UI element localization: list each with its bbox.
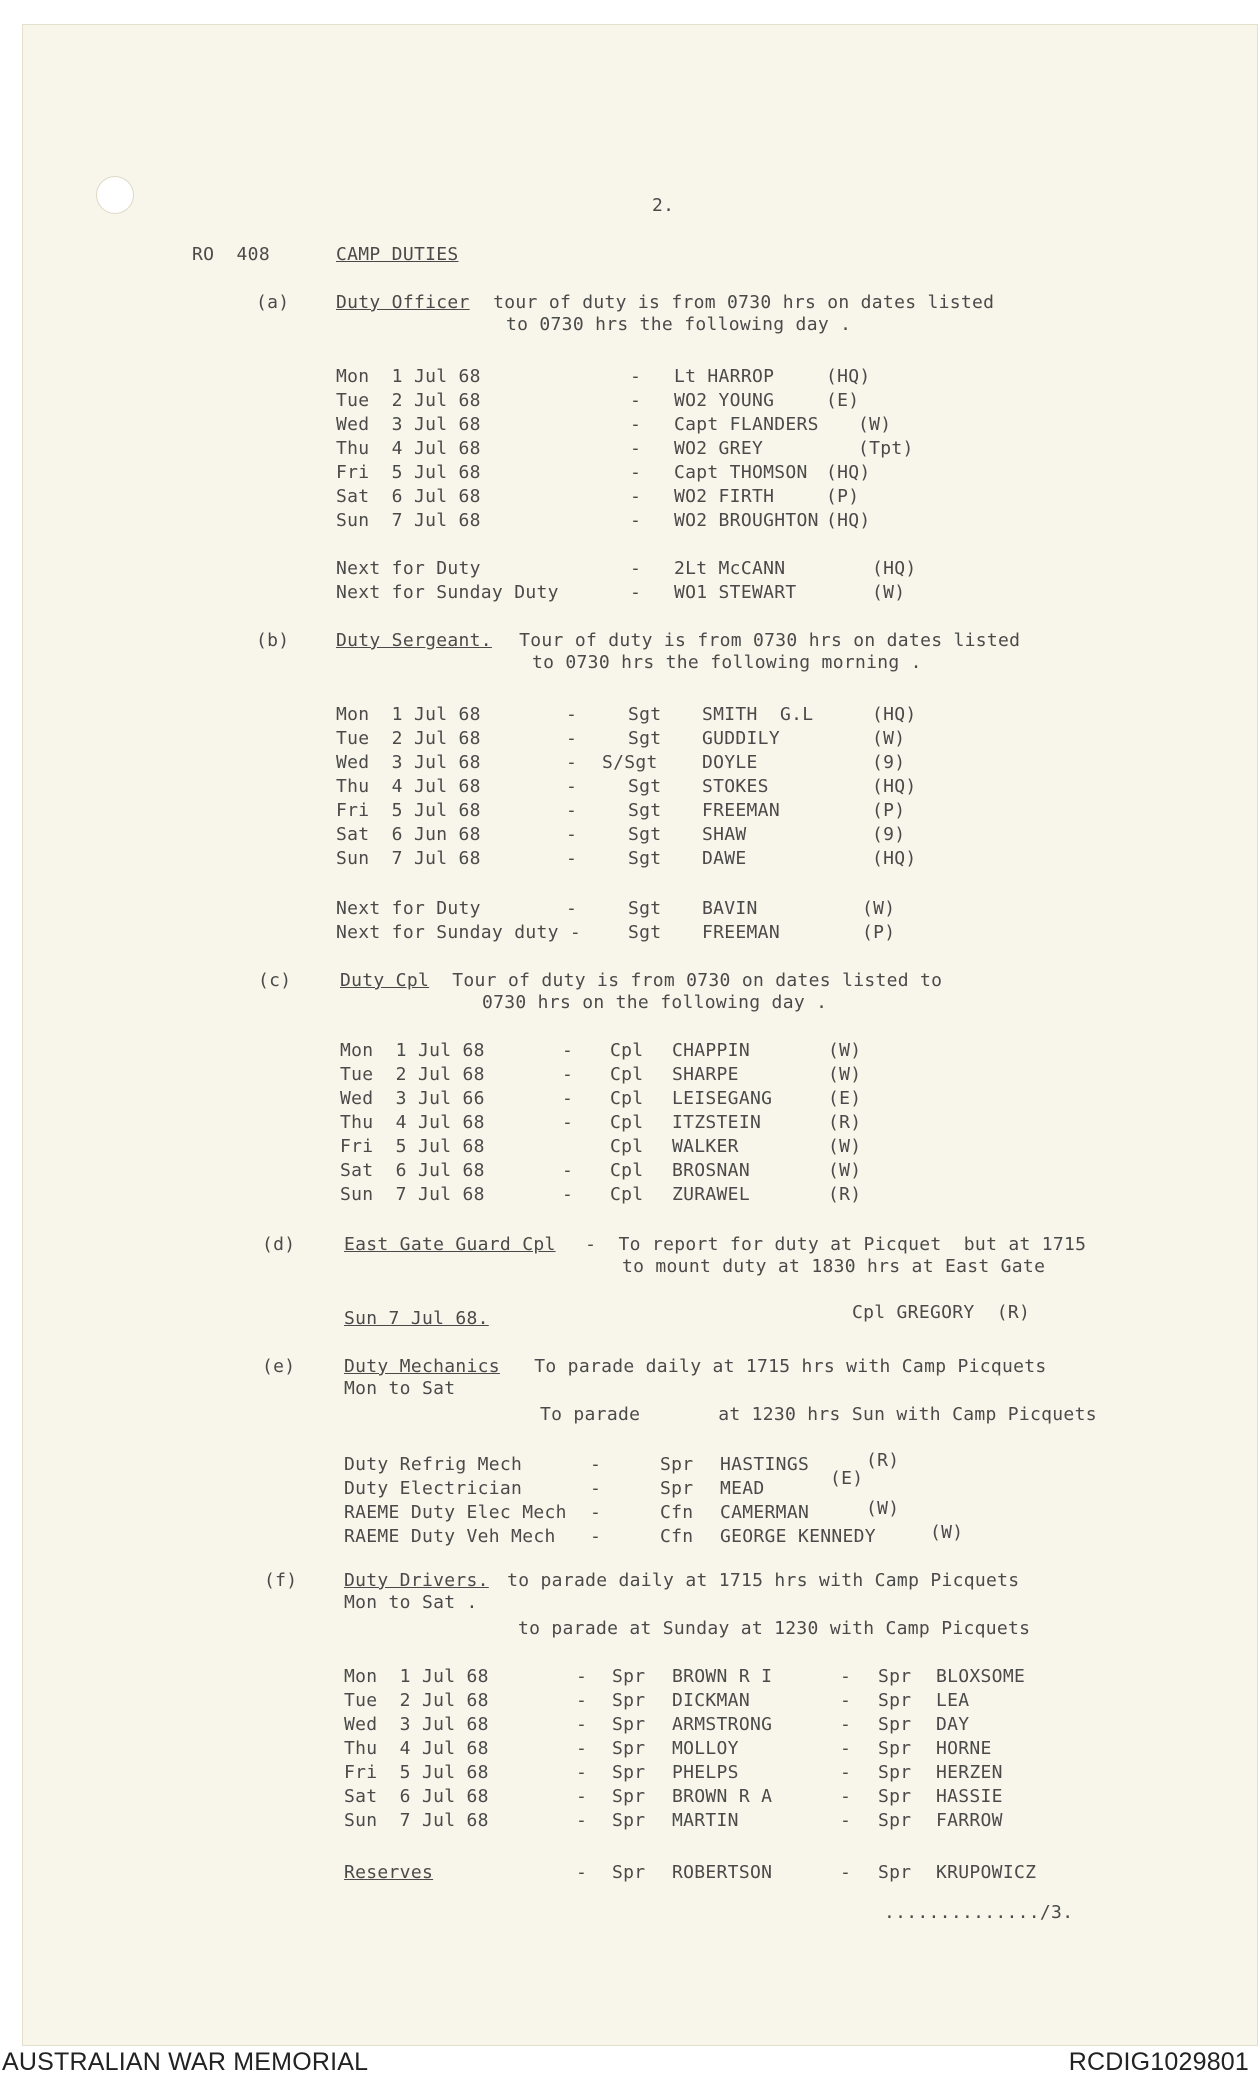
dash: - bbox=[630, 510, 642, 531]
unit: (HQ) bbox=[826, 366, 871, 387]
rank: Spr bbox=[878, 1762, 912, 1783]
rank: Sgt bbox=[628, 704, 662, 725]
duty-name: ARMSTRONG bbox=[672, 1714, 773, 1735]
section-text: Tour of duty is from 0730 on dates listed to bbox=[430, 970, 943, 991]
dash: - bbox=[576, 1786, 588, 1807]
duty-date: Sat 6 Jul 68 bbox=[336, 486, 481, 507]
dash: - bbox=[576, 1738, 588, 1759]
duty-name: BROWN R I bbox=[672, 1666, 773, 1687]
unit: (HQ) bbox=[826, 462, 871, 483]
duty-name: WO2 YOUNG bbox=[674, 390, 775, 411]
duty-name: HERZEN bbox=[936, 1762, 1003, 1783]
section-text: 0730 hrs on the following day . bbox=[482, 992, 828, 1013]
duty-date: Fri 5 Jul 68 bbox=[336, 800, 481, 821]
duty-date: Thu 4 Jul 68 bbox=[336, 776, 481, 797]
continuation-marker: ............../3. bbox=[884, 1902, 1074, 1923]
duty-name: BLOXSOME bbox=[936, 1666, 1026, 1687]
section-letter: (e) bbox=[262, 1356, 296, 1377]
duty-name: BROWN R A bbox=[672, 1786, 773, 1807]
rank: Spr bbox=[612, 1666, 646, 1687]
unit: (E) bbox=[830, 1468, 864, 1489]
section-letter: (d) bbox=[262, 1234, 296, 1255]
duty-name: FREEMAN bbox=[702, 800, 780, 821]
duty-name: DAY bbox=[936, 1714, 970, 1735]
unit: (R) bbox=[866, 1450, 900, 1471]
unit: (HQ) bbox=[826, 510, 871, 531]
section-text: Mon to Sat bbox=[344, 1378, 456, 1399]
duty-date: Mon 1 Jul 68 bbox=[344, 1666, 489, 1687]
duty-name: Lt HARROP bbox=[674, 366, 775, 387]
dash: - bbox=[840, 1810, 852, 1831]
dash: - bbox=[630, 558, 642, 579]
section-text: tour of duty is from 0730 hrs on dates listed bbox=[482, 292, 995, 313]
duty-name: ITZSTEIN bbox=[672, 1112, 762, 1133]
unit: (W) bbox=[828, 1160, 862, 1181]
dash: - bbox=[562, 1088, 574, 1109]
duty-date: Fri 5 Jul 68 bbox=[344, 1762, 489, 1783]
rank: Sgt bbox=[628, 800, 662, 821]
rank: Spr bbox=[612, 1690, 646, 1711]
ro-number: RO 408 bbox=[192, 244, 270, 265]
ro-title: CAMP DUTIES bbox=[336, 244, 459, 265]
duty-name: PHELPS bbox=[672, 1762, 739, 1783]
unit: (W) bbox=[828, 1064, 862, 1085]
rank: Spr bbox=[878, 1738, 912, 1759]
rank: Cpl bbox=[610, 1064, 644, 1085]
rank: Cfn bbox=[660, 1526, 694, 1547]
rank: Cpl bbox=[610, 1184, 644, 1205]
unit: (HQ) bbox=[872, 704, 917, 725]
section-text: To parade at 1230 hrs Sun with Camp Picquets bbox=[540, 1404, 1097, 1425]
unit: (9) bbox=[872, 824, 906, 845]
rank: Spr bbox=[878, 1862, 912, 1883]
next-label: Next for Duty bbox=[336, 558, 481, 579]
unit: (E) bbox=[826, 390, 860, 411]
rank: Spr bbox=[878, 1666, 912, 1687]
rank: Sgt bbox=[628, 922, 662, 943]
duty-name: DAWE bbox=[702, 848, 747, 869]
rank: Spr bbox=[878, 1690, 912, 1711]
rank: Cpl bbox=[610, 1136, 644, 1157]
unit: (P) bbox=[862, 922, 896, 943]
unit: (HQ) bbox=[872, 558, 917, 579]
page-number: 2. bbox=[652, 195, 675, 216]
punch-hole bbox=[96, 176, 134, 214]
dash: - bbox=[840, 1862, 852, 1883]
next-label: Next for Sunday Duty bbox=[336, 582, 559, 603]
unit: (W) bbox=[828, 1040, 862, 1061]
dash: - bbox=[840, 1714, 852, 1735]
section-letter: (b) bbox=[256, 630, 290, 651]
duty-name: GEORGE KENNEDY bbox=[720, 1526, 876, 1547]
dash: - bbox=[590, 1478, 602, 1499]
rank: Sgt bbox=[628, 898, 662, 919]
duty-date: Sun 7 Jul 68 bbox=[336, 510, 481, 531]
rank: S/Sgt bbox=[602, 752, 658, 773]
duty-date: Sat 6 Jul 68 bbox=[340, 1160, 485, 1181]
duty-date: Sun 7 Jul 68 bbox=[336, 848, 481, 869]
unit: (R) bbox=[828, 1184, 862, 1205]
rank: Spr bbox=[612, 1786, 646, 1807]
section-heading: Duty Cpl bbox=[340, 970, 430, 991]
duty-name: GUDDILY bbox=[702, 728, 780, 749]
dash: - bbox=[630, 462, 642, 483]
duty-name: LEISEGANG bbox=[672, 1088, 773, 1109]
duty-name: CAMERMAN bbox=[720, 1502, 810, 1523]
rank: Sgt bbox=[628, 848, 662, 869]
next-label: Next for Sunday duty - bbox=[336, 922, 582, 943]
mechanic-role: RAEME Duty Veh Mech bbox=[344, 1526, 556, 1547]
dash: - bbox=[630, 390, 642, 411]
duty-name: WO1 STEWART bbox=[674, 582, 797, 603]
section-letter: (c) bbox=[258, 970, 292, 991]
section-heading: East Gate Guard Cpl bbox=[344, 1234, 556, 1255]
unit: (9) bbox=[872, 752, 906, 773]
unit: (HQ) bbox=[872, 776, 917, 797]
section-text: - To report for duty at Picquet but at 1715 bbox=[574, 1234, 1087, 1255]
duty-name: HORNE bbox=[936, 1738, 992, 1759]
duty-date: Thu 4 Jul 68 bbox=[336, 438, 481, 459]
duty-date: Sat 6 Jun 68 bbox=[336, 824, 481, 845]
duty-name: ZURAWEL bbox=[672, 1184, 750, 1205]
dash: - bbox=[576, 1862, 588, 1883]
dash: - bbox=[566, 704, 578, 725]
duty-date: Fri 5 Jul 68 bbox=[336, 462, 481, 483]
duty-date: Tue 2 Jul 68 bbox=[340, 1064, 485, 1085]
reserves-label: Reserves bbox=[344, 1862, 434, 1883]
duty-name: KRUPOWICZ bbox=[936, 1862, 1037, 1883]
rank: Spr bbox=[878, 1786, 912, 1807]
duty-name: BROSNAN bbox=[672, 1160, 750, 1181]
duty-date: Mon 1 Jul 68 bbox=[340, 1040, 485, 1061]
duty-name: DICKMAN bbox=[672, 1690, 750, 1711]
section-heading: Duty Officer bbox=[336, 292, 470, 313]
duty-name: Cpl GREGORY (R) bbox=[852, 1302, 1031, 1323]
dash: - bbox=[630, 438, 642, 459]
duty-date: Mon 1 Jul 68 bbox=[336, 704, 481, 725]
dash: - bbox=[840, 1786, 852, 1807]
duty-name: WALKER bbox=[672, 1136, 739, 1157]
duty-name: SMITH G.L bbox=[702, 704, 814, 725]
footer-archive: AUSTRALIAN WAR MEMORIAL bbox=[2, 2048, 369, 2076]
duty-name: ROBERTSON bbox=[672, 1862, 773, 1883]
dash: - bbox=[840, 1666, 852, 1687]
duty-date: Thu 4 Jul 68 bbox=[340, 1112, 485, 1133]
duty-name: MARTIN bbox=[672, 1810, 739, 1831]
section-text: to 0730 hrs the following day . bbox=[506, 314, 852, 335]
duty-name: SHARPE bbox=[672, 1064, 739, 1085]
duty-name: LEA bbox=[936, 1690, 970, 1711]
rank: Cpl bbox=[610, 1160, 644, 1181]
duty-date: Sun 7 Jul 68 bbox=[344, 1810, 489, 1831]
unit: (W) bbox=[828, 1136, 862, 1157]
dash: - bbox=[576, 1690, 588, 1711]
dash: - bbox=[576, 1762, 588, 1783]
rank: Spr bbox=[612, 1762, 646, 1783]
duty-date: Mon 1 Jul 68 bbox=[336, 366, 481, 387]
mechanic-role: Duty Electrician bbox=[344, 1478, 523, 1499]
unit: (HQ) bbox=[872, 848, 917, 869]
rank: Sgt bbox=[628, 728, 662, 749]
section-letter: (f) bbox=[264, 1570, 298, 1591]
rank: Cpl bbox=[610, 1088, 644, 1109]
unit: (W) bbox=[872, 728, 906, 749]
dash: - bbox=[590, 1502, 602, 1523]
section-heading: Duty Drivers. bbox=[344, 1570, 489, 1591]
dash: - bbox=[562, 1040, 574, 1061]
unit: (W) bbox=[872, 582, 906, 603]
rank: Cfn bbox=[660, 1502, 694, 1523]
rank: Spr bbox=[878, 1810, 912, 1831]
rank: Spr bbox=[612, 1862, 646, 1883]
section-text: to 0730 hrs the following morning . bbox=[532, 652, 922, 673]
rank: Cpl bbox=[610, 1112, 644, 1133]
dash: - bbox=[566, 848, 578, 869]
duty-name: WO2 FIRTH bbox=[674, 486, 775, 507]
unit: (W) bbox=[930, 1522, 964, 1543]
section-text: To parade daily at 1715 hrs with Camp Picquets bbox=[512, 1356, 1047, 1377]
dash: - bbox=[562, 1112, 574, 1133]
dash: - bbox=[590, 1454, 602, 1475]
duty-date: Wed 3 Jul 66 bbox=[340, 1088, 485, 1109]
unit: (W) bbox=[862, 898, 896, 919]
mechanic-role: Duty Refrig Mech bbox=[344, 1454, 523, 1475]
dash: - bbox=[562, 1184, 574, 1205]
duty-name: HASTINGS bbox=[720, 1454, 810, 1475]
duty-date: Sun 7 Jul 68. bbox=[344, 1308, 489, 1329]
duty-name: FARROW bbox=[936, 1810, 1003, 1831]
unit: (P) bbox=[872, 800, 906, 821]
unit: (Tpt) bbox=[858, 438, 914, 459]
dash: - bbox=[566, 752, 578, 773]
duty-name: HASSIE bbox=[936, 1786, 1003, 1807]
unit: (P) bbox=[826, 486, 860, 507]
section-heading: Duty Mechanics bbox=[344, 1356, 500, 1377]
dash: - bbox=[562, 1160, 574, 1181]
rank: Sgt bbox=[628, 824, 662, 845]
rank: Spr bbox=[660, 1454, 694, 1475]
unit: (R) bbox=[828, 1112, 862, 1133]
duty-name: MOLLOY bbox=[672, 1738, 739, 1759]
duty-date: Tue 2 Jul 68 bbox=[336, 728, 481, 749]
duty-name: STOKES bbox=[702, 776, 769, 797]
dash: - bbox=[840, 1738, 852, 1759]
section-letter: (a) bbox=[256, 292, 290, 313]
rank: Sgt bbox=[628, 776, 662, 797]
duty-date: Fri 5 Jul 68 bbox=[340, 1136, 485, 1157]
dash: - bbox=[630, 582, 642, 603]
dash: - bbox=[840, 1690, 852, 1711]
rank: Spr bbox=[612, 1714, 646, 1735]
section-text: to parade at Sunday at 1230 with Camp Picquets bbox=[518, 1618, 1031, 1639]
footer-record-id: RCDIG1029801 bbox=[1068, 2048, 1249, 2076]
dash: - bbox=[566, 728, 578, 749]
duty-name: FREEMAN bbox=[702, 922, 780, 943]
dash: - bbox=[590, 1526, 602, 1547]
duty-date: Thu 4 Jul 68 bbox=[344, 1738, 489, 1759]
section-text: Tour of duty is from 0730 hrs on dates listed bbox=[508, 630, 1021, 651]
dash: - bbox=[566, 898, 578, 919]
duty-date: Wed 3 Jul 68 bbox=[336, 752, 481, 773]
section-text: to mount duty at 1830 hrs at East Gate bbox=[622, 1256, 1046, 1277]
dash: - bbox=[576, 1666, 588, 1687]
rank: Spr bbox=[612, 1810, 646, 1831]
next-label: Next for Duty bbox=[336, 898, 481, 919]
duty-name: DOYLE bbox=[702, 752, 758, 773]
section-heading: Duty Sergeant. bbox=[336, 630, 492, 651]
duty-date: Tue 2 Jul 68 bbox=[336, 390, 481, 411]
dash: - bbox=[630, 414, 642, 435]
duty-name: CHAPPIN bbox=[672, 1040, 750, 1061]
dash: - bbox=[630, 486, 642, 507]
section-text: Mon to Sat . bbox=[344, 1592, 478, 1613]
duty-name: Capt FLANDERS bbox=[674, 414, 819, 435]
dash: - bbox=[630, 366, 642, 387]
rank: Spr bbox=[878, 1714, 912, 1735]
rank: Spr bbox=[612, 1738, 646, 1759]
mechanic-role: RAEME Duty Elec Mech bbox=[344, 1502, 567, 1523]
dash: - bbox=[562, 1064, 574, 1085]
dash: - bbox=[566, 800, 578, 821]
dash: - bbox=[840, 1762, 852, 1783]
duty-name: WO2 BROUGHTON bbox=[674, 510, 819, 531]
rank: Cpl bbox=[610, 1040, 644, 1061]
unit: (E) bbox=[828, 1088, 862, 1109]
duty-name: SHAW bbox=[702, 824, 747, 845]
duty-date: Wed 3 Jul 68 bbox=[344, 1714, 489, 1735]
duty-name: 2Lt McCANN bbox=[674, 558, 786, 579]
dash: - bbox=[576, 1714, 588, 1735]
dash: - bbox=[566, 824, 578, 845]
unit: (W) bbox=[858, 414, 892, 435]
duty-date: Tue 2 Jul 68 bbox=[344, 1690, 489, 1711]
rank: Spr bbox=[660, 1478, 694, 1499]
section-text: to parade daily at 1715 hrs with Camp Picquets bbox=[496, 1570, 1020, 1591]
duty-name: MEAD bbox=[720, 1478, 765, 1499]
duty-date: Wed 3 Jul 68 bbox=[336, 414, 481, 435]
duty-name: WO2 GREY bbox=[674, 438, 764, 459]
dash: - bbox=[566, 776, 578, 797]
dash: - bbox=[576, 1810, 588, 1831]
duty-date: Sat 6 Jul 68 bbox=[344, 1786, 489, 1807]
duty-name: BAVIN bbox=[702, 898, 758, 919]
unit: (W) bbox=[866, 1498, 900, 1519]
duty-date: Sun 7 Jul 68 bbox=[340, 1184, 485, 1205]
duty-name: Capt THOMSON bbox=[674, 462, 808, 483]
